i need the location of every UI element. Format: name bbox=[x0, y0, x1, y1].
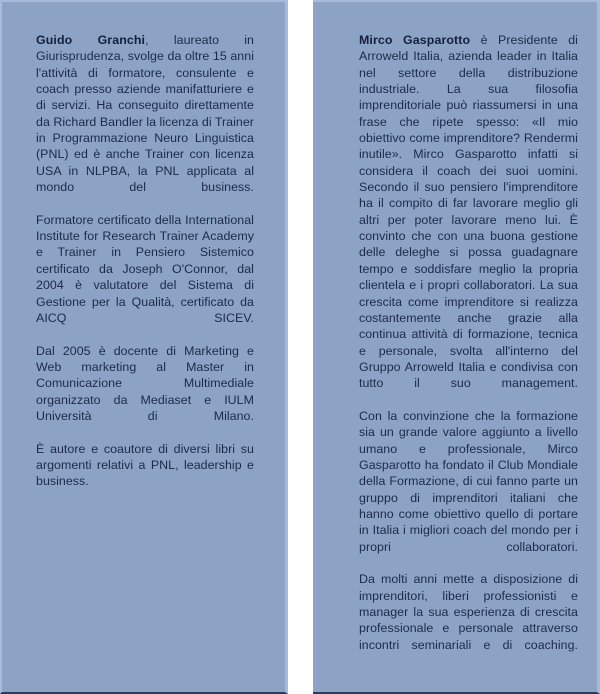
left-bio-paragraph-2: Formatore certificato della International Institute for Research Trainer Academy e Trainer in Pensiero Sistemico certificato da Joseph O'Connor, dal 2004 è valutatore del Sistema di Gestione per la Qualità, certificato da AICQ SICEV. bbox=[36, 212, 254, 325]
right-bio-paragraph-3: Da molti anni mette a disposizione di imprenditori, liberi professionisti e manager la sua esperienza di crescita professionale e personale attraverso incontri seminariali e di coaching. bbox=[359, 572, 578, 652]
left-bio-name: Guido Granchi bbox=[36, 33, 146, 47]
right-bio-paragraph-1-text: è Presidente di Arroweld Italia, azienda leader in Italia nel settore della distribuzione industriale. La sua filosofia imprenditoriale può riassumersi in una frase che ripete spesso: «Il mio obiettivo come imprenditore? Rendermi inutile». Mirco Gasparotto infatti si considera il coach dei suoi uomini. Secondo il suo pensiero l'imprenditore ha il compito di far lavorare meglio gli altri per poter lavorare meno lui. È convinto che con una buona gestione delle deleghe si possa guadagnare tempo e soddisfare meglio la propria clientela e i propri collaboratori. La sua crescita come imprenditore si realizza costantemente anche grazie alla continua attività di formazione, tecnica e personale, svolta all'interno del Gruppo Arroweld Italia e condivisa con tutto il suo management. bbox=[359, 33, 578, 391]
left-bio-paragraph-3: Dal 2005 è docente di Marketing e Web marketing al Master in Comunicazione Multimediale organizzato da Mediaset e IULM Università di Milano. bbox=[36, 343, 254, 423]
left-bio-paragraph-4: È autore e coautore di diversi libri su argomenti relativi a PNL, leadership e business. bbox=[36, 441, 254, 489]
left-page bbox=[0, 0, 288, 694]
right-bio-paragraph-2: Con la convinzione che la formazione sia un grande valore aggiunto a livello umano e professionale, Mirco Gasparotto ha fondato il Club Mondiale della Formazione, di cui fanno parte un gruppo di imprenditori italiani che hanno come obiettivo quello di portare in Italia i migliori coach del mondo per i propri collaboratori. bbox=[359, 408, 578, 554]
right-bio-name: Mirco Gasparotto bbox=[359, 33, 471, 47]
left-bio-paragraph-1-text: , laureato in Giurisprudenza, svolge da oltre 15 anni l'attività di formatore, consulente e coach presso aziende manifatturiere e di servizi. Ha conseguito direttamente da Richard Bandler la licenza di Trainer in Programmazione Neuro Linguistica (PNL) ed è anche Trainer con licenza USA in NLPBA, la PNL applicata al mondo del business. bbox=[36, 33, 254, 195]
book-gutter bbox=[288, 0, 313, 694]
right-page bbox=[313, 0, 600, 694]
right-bio-paragraph-1 bbox=[359, 32, 578, 408]
left-page-text-column bbox=[36, 32, 254, 506]
left-bio-paragraph-1 bbox=[36, 32, 254, 212]
right-page-text-column bbox=[359, 32, 578, 669]
